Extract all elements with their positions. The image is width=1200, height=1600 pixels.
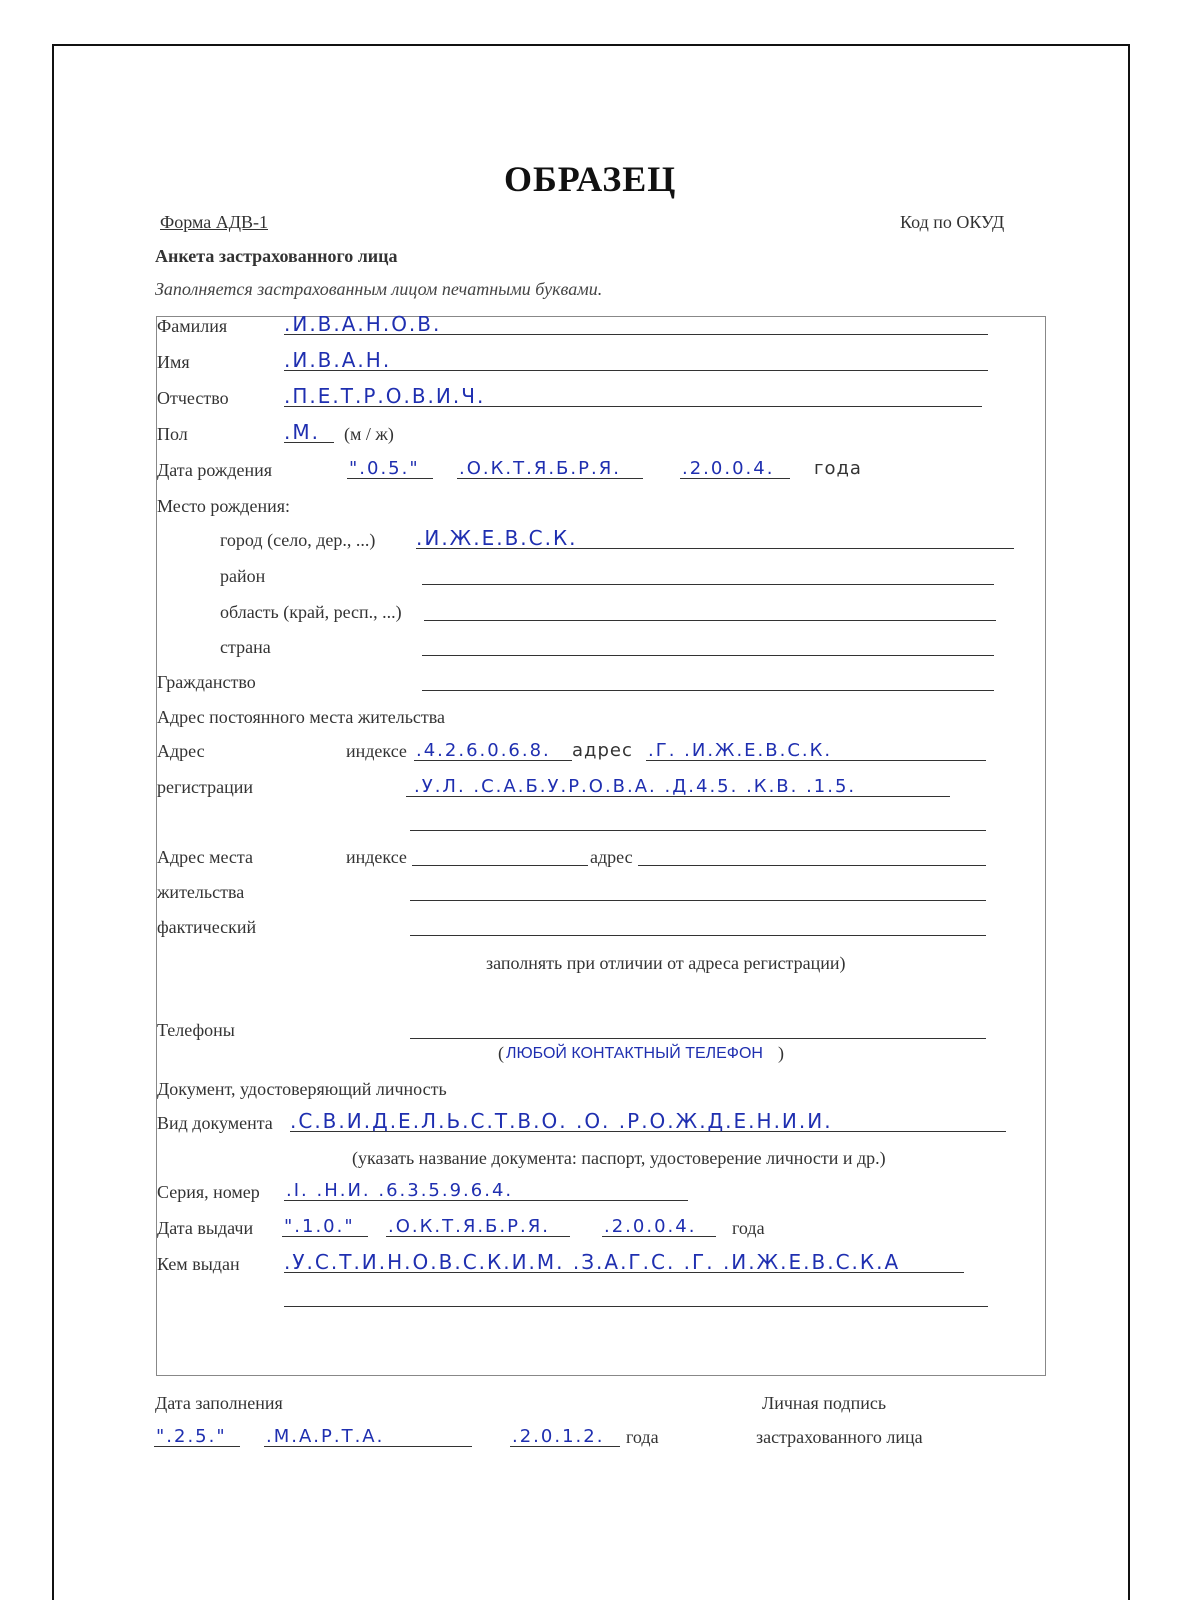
name-label: Имя: [157, 352, 190, 372]
id-issued-by-label: Кем выдан: [157, 1254, 240, 1274]
form-instruction: Заполняется застрахованным лицом печатными буквами.: [155, 279, 603, 299]
signature-label-2: застрахованного лица: [756, 1427, 923, 1447]
reg-street-value[interactable]: .У.Л. .С.А.Б.У.Р.О.В.А. .Д.4.5. .К.В. .1.5.: [414, 776, 857, 797]
id-series-value[interactable]: .I. .Н.И. .6.3.5.9.6.4.: [286, 1180, 514, 1201]
fill-month-value[interactable]: .М.А.Р.Т.А.: [266, 1426, 385, 1447]
surname-value[interactable]: .И.В.А.Н.О.В.: [284, 312, 442, 336]
id-issue-month-value[interactable]: .О.К.Т.Я.Б.Р.Я.: [388, 1216, 550, 1237]
name-value[interactable]: .И.В.А.Н.: [284, 348, 392, 372]
reg-address-value[interactable]: .Г. .И.Ж.Е.В.С.К.: [648, 740, 833, 761]
fill-day-value[interactable]: ".2.5.": [156, 1426, 227, 1447]
id-document-header: Документ, удостоверяющий личность: [157, 1079, 447, 1099]
signature-label-1: Личная подпись: [762, 1393, 887, 1413]
actual-index-line[interactable]: [412, 865, 588, 866]
sex-hint: (м / ж): [344, 424, 394, 444]
actual-address-line[interactable]: [638, 865, 986, 866]
actual-address-line-2[interactable]: [410, 900, 986, 901]
birthplace-label: Место рождения:: [157, 496, 291, 516]
actual-address-label-2: жительства: [157, 882, 245, 902]
id-type-note: (указать название документа: паспорт, удостоверение личности и др.): [352, 1148, 886, 1168]
birth-year-suffix: года: [814, 458, 862, 479]
birth-region-line[interactable]: [424, 620, 996, 621]
birth-district-label: район: [220, 566, 266, 586]
okud-code-label: Код по ОКУД: [900, 212, 1005, 232]
id-type-label: Вид документа: [157, 1113, 273, 1133]
id-issue-suffix: года: [732, 1218, 765, 1238]
phones-label: Телефоны: [157, 1020, 235, 1040]
citizenship-line[interactable]: [422, 690, 994, 691]
actual-address-note: заполнять при отличии от адреса регистрации): [486, 953, 846, 973]
phones-line[interactable]: [410, 1038, 986, 1039]
id-series-label: Серия, номер: [157, 1182, 260, 1202]
sex-value[interactable]: .М.: [284, 420, 320, 444]
reg-address-label: адрес: [572, 740, 633, 761]
actual-address-label-1: Адрес места: [157, 847, 253, 867]
birth-year-value[interactable]: .2.0.0.4.: [682, 458, 775, 479]
birth-region-label: область (край, респ., ...): [220, 602, 402, 622]
surname-label: Фамилия: [157, 316, 228, 336]
patronymic-value[interactable]: .П.Е.Т.Р.О.В.И.Ч.: [284, 384, 486, 408]
birth-city-value[interactable]: .И.Ж.Е.В.С.К.: [416, 526, 578, 550]
fill-year-value[interactable]: .2.0.1.2.: [512, 1426, 605, 1447]
reg-index-value[interactable]: .4.2.6.0.6.8.: [416, 740, 551, 761]
sex-label: Пол: [157, 424, 188, 444]
phones-note-open: (: [498, 1043, 504, 1063]
fill-date-label: Дата заполнения: [155, 1393, 283, 1413]
birth-month-value[interactable]: .О.К.Т.Я.Б.Р.Я.: [459, 458, 621, 479]
id-issued-by-line-2[interactable]: [284, 1306, 988, 1307]
patronymic-label: Отчество: [157, 388, 229, 408]
id-issue-day-value[interactable]: ".1.0.": [284, 1216, 355, 1237]
birth-country-line[interactable]: [422, 655, 994, 656]
birth-city-label: город (село, дер., ...): [220, 530, 376, 550]
actual-address-label-3: фактический: [157, 917, 257, 937]
fill-year-suffix: года: [626, 1427, 659, 1447]
reg-address-label-1: Адрес: [157, 741, 205, 761]
page-title: ОБРАЗЕЦ: [504, 159, 677, 199]
phones-note: ЛЮБОЙ КОНТАКТНЫЙ ТЕЛЕФОН: [506, 1045, 763, 1062]
reg-index-label: индексе: [346, 741, 407, 761]
birth-country-label: страна: [220, 637, 271, 657]
phones-note-close: ): [778, 1043, 784, 1063]
birth-day-value[interactable]: ".0.5.": [349, 458, 420, 479]
reg-address-label-2: регистрации: [157, 777, 253, 797]
form-code: Форма АДВ-1: [160, 212, 268, 232]
actual-address-label: адрес: [590, 847, 633, 867]
citizenship-label: Гражданство: [157, 672, 256, 692]
actual-address-line-3[interactable]: [410, 935, 986, 936]
form-name: Анкета застрахованного лица: [155, 246, 398, 266]
actual-index-label: индексе: [346, 847, 407, 867]
id-type-value[interactable]: .С.В.И.Д.Е.Л.Ь.С.Т.В.О. .О. .Р.О.Ж.Д.Е.Н.И.И.: [290, 1109, 833, 1133]
reg-extra-line[interactable]: [410, 830, 986, 831]
id-issued-by-value[interactable]: .У.С.Т.И.Н.О.В.С.К.И.М. .З.А.Г.С. .Г. .И.Ж.Е.В.С.К.А: [284, 1250, 901, 1274]
birth-district-line[interactable]: [422, 584, 994, 585]
residence-header: Адрес постоянного места жительства: [157, 707, 446, 727]
id-issue-year-value[interactable]: .2.0.0.4.: [604, 1216, 697, 1237]
id-issue-date-label: Дата выдачи: [157, 1218, 254, 1238]
birth-date-label: Дата рождения: [157, 460, 273, 480]
